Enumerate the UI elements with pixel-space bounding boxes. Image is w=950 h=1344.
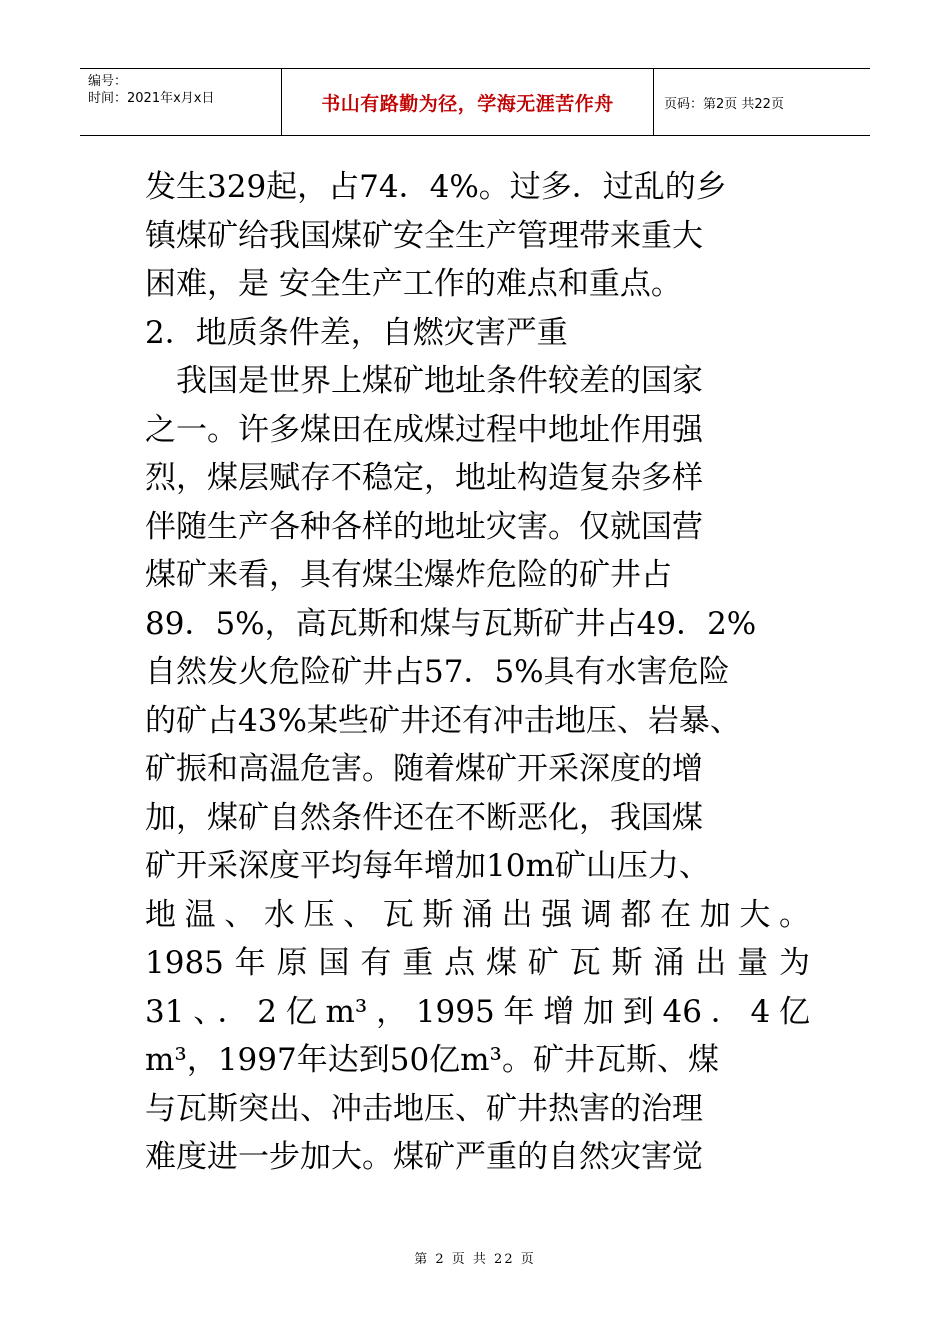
header-page-code: 页码：第2页 共22页: [664, 96, 784, 112]
body-line: 的矿占43%某些矿井还有冲击地压、岩暴、: [145, 702, 741, 739]
body-line: 地温、水压、瓦斯涌出强调都在加大。: [145, 896, 810, 933]
document-header: [80, 68, 870, 136]
body-line: 镇煤矿给我国煤矿安全生产管理带来重大: [145, 217, 703, 254]
body-line: 自然发火危险矿井占57．5%具有水害危险: [145, 654, 730, 690]
body-text: [145, 163, 810, 1182]
body-line: 烈，煤层赋存不稳定，地址构造复杂多样: [145, 460, 703, 496]
section-heading: 2．地质条件差，自燃灾害严重: [145, 314, 568, 351]
body-line: 我国是世界上煤矿地址条件较差的国家: [145, 363, 703, 399]
body-line: 困难，是 安全生产工作的难点和重点。: [145, 266, 682, 302]
body-line: m³，1997年达到50亿m³。矿井瓦斯、煤: [145, 1042, 719, 1078]
body-line: 煤矿来看，具有煤尘爆炸危险的矿井占: [145, 557, 672, 593]
body-line: 89．5%，高瓦斯和煤与瓦斯矿井占49．2%: [145, 605, 757, 642]
time-label: 时间：2021年x月x日: [88, 91, 215, 106]
body-line: 矿开采深度平均每年增加10m矿山压力、: [145, 848, 710, 884]
header-motto: 书山有路勤为径，学海无涯苦作舟: [282, 69, 654, 135]
body-line: 矿振和高温危害。随着煤矿开采深度的增: [145, 751, 703, 787]
number-label: 编号：: [88, 74, 128, 89]
body-line: 31、．2亿m³，1995年增加到46．4亿: [145, 993, 810, 1030]
page-footer: 第 2 页 共 22 页: [414, 1252, 536, 1267]
body-line: 难度进一步加大。煤矿严重的自然灾害觉: [145, 1139, 703, 1175]
body-line: 与瓦斯突出、冲击地压、矿井热害的治理: [145, 1090, 703, 1127]
header-meta: [80, 69, 282, 135]
body-line: 伴随生产各种各样的地址灾害。仅就国营: [145, 508, 703, 545]
body-line: 之一。许多煤田在成煤过程中地址作用强: [145, 411, 703, 448]
body-line: 发生329起，占74．4%。过多．过乱的乡: [145, 169, 727, 205]
body-line: 1985年原国有重点煤矿瓦斯涌出量为: [145, 945, 810, 981]
body-line: 加，煤矿自然条件还在不断恶化，我国煤: [145, 799, 703, 836]
